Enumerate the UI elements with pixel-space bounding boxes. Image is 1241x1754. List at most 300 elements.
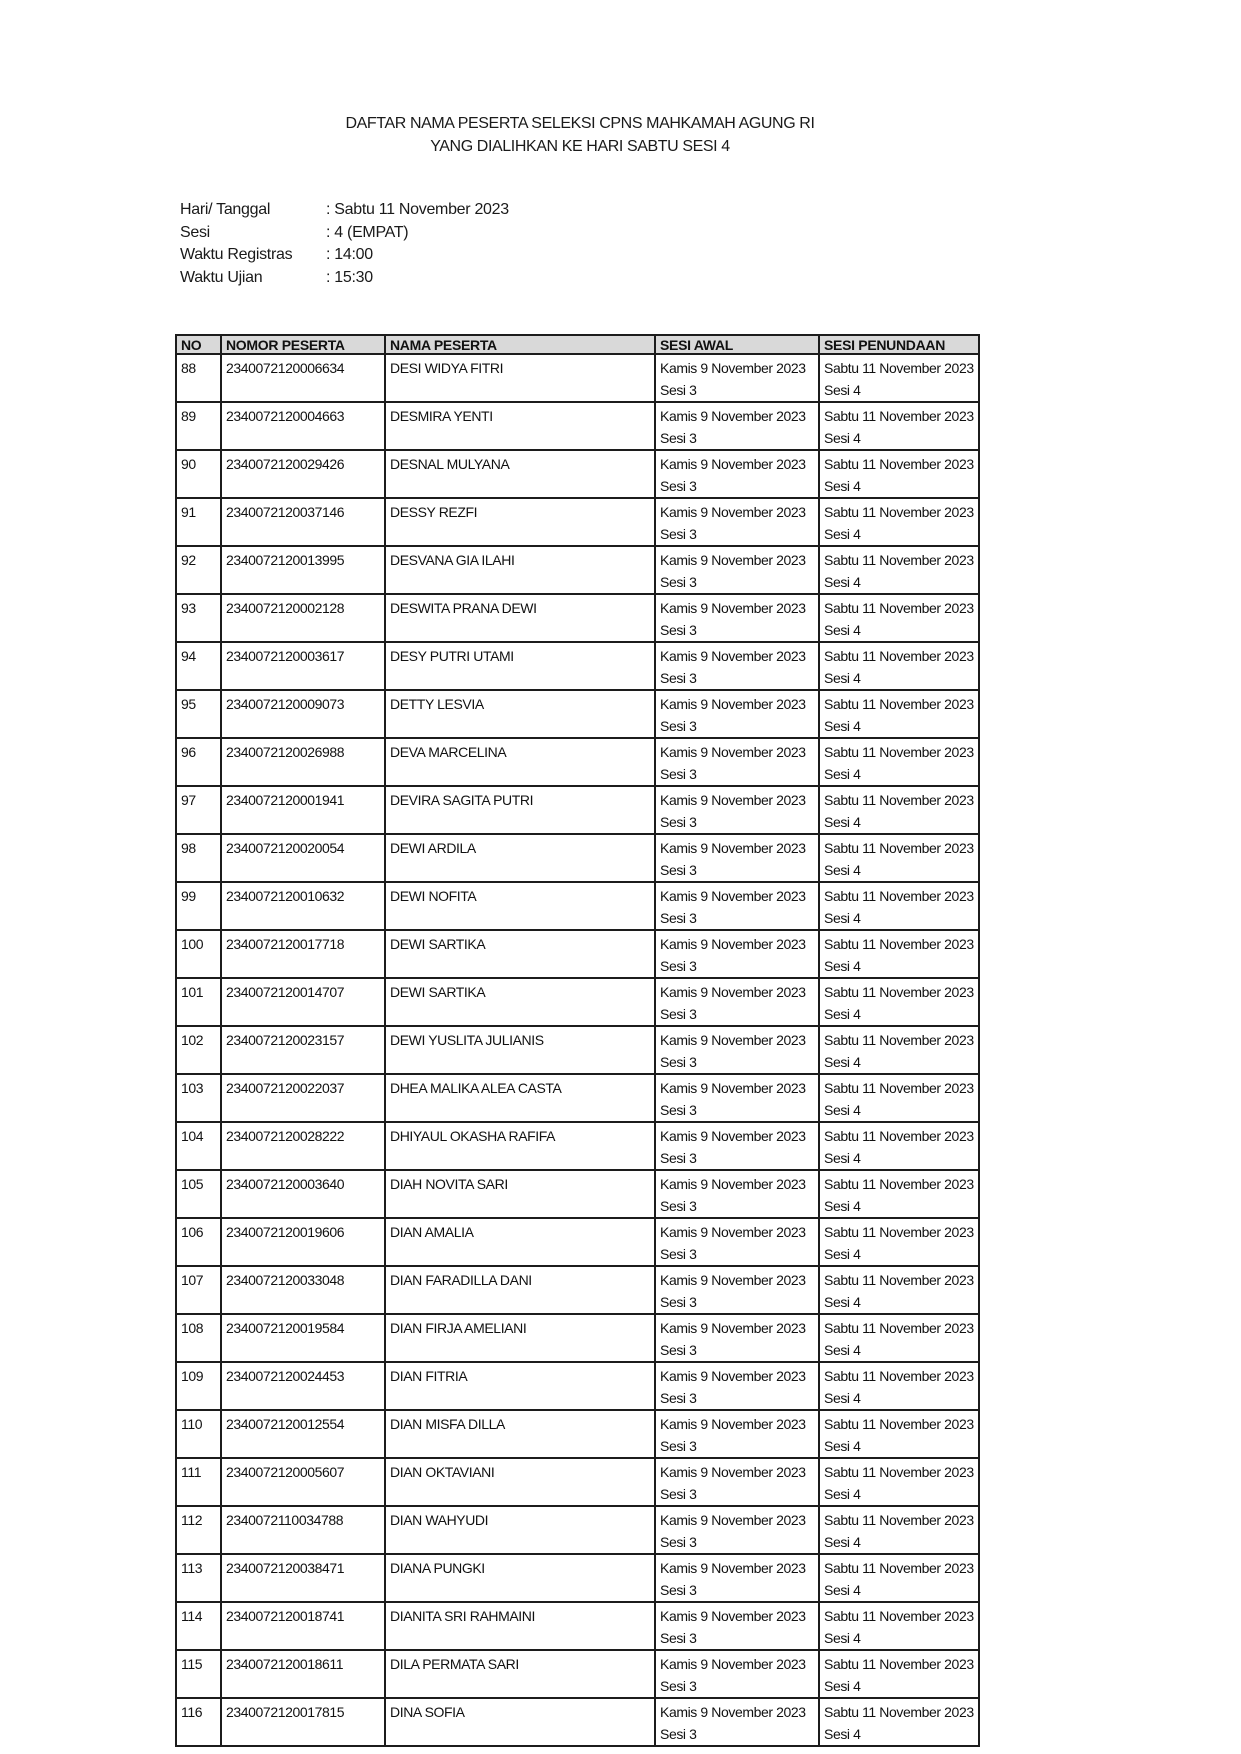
cell-no: 106 [177, 1219, 222, 1267]
cell-nomor-peserta: 2340072120023157 [222, 1027, 386, 1075]
sesi-penundaan-line2: Sesi 4 [824, 1534, 861, 1550]
cell-sesi-awal [656, 1699, 820, 1747]
cell-sesi-penundaan [820, 1027, 980, 1075]
sesi-penundaan-line2: Sesi 4 [824, 1246, 861, 1262]
sesi-awal-line2: Sesi 3 [660, 1486, 697, 1502]
sesi-awal-line2: Sesi 3 [660, 1630, 697, 1646]
sesi-penundaan-line1: Sabtu 11 November 2023 [824, 648, 974, 664]
cell-sesi-awal [656, 1075, 820, 1123]
cell-nama-peserta: DETTY LESVIA [386, 691, 656, 739]
cell-sesi-penundaan [820, 835, 980, 883]
cell-sesi-penundaan [820, 1363, 980, 1411]
cell-no: 89 [177, 403, 222, 451]
sesi-penundaan-line2: Sesi 4 [824, 1006, 861, 1022]
cell-no: 105 [177, 1171, 222, 1219]
sesi-awal-line2: Sesi 3 [660, 1198, 697, 1214]
table-row [177, 451, 980, 499]
sesi-awal-line1: Kamis 9 November 2023 [660, 1368, 806, 1384]
sesi-awal-line1: Kamis 9 November 2023 [660, 552, 806, 568]
sesi-penundaan-line1: Sabtu 11 November 2023 [824, 1032, 974, 1048]
cell-sesi-awal [656, 1459, 820, 1507]
table-row [177, 979, 980, 1027]
table-header-row [177, 336, 980, 355]
cell-nama-peserta: DEVA MARCELINA [386, 739, 656, 787]
table-row [177, 1555, 980, 1603]
cell-nama-peserta: DIAN OKTAVIANI [386, 1459, 656, 1507]
cell-nomor-peserta: 2340072120003640 [222, 1171, 386, 1219]
cell-nomor-peserta: 2340072120004663 [222, 403, 386, 451]
column-header-sesi-awal: SESI AWAL [656, 336, 820, 355]
sesi-penundaan-line2: Sesi 4 [824, 1582, 861, 1598]
sesi-penundaan-line1: Sabtu 11 November 2023 [824, 600, 974, 616]
sesi-awal-line2: Sesi 3 [660, 910, 697, 926]
cell-nama-peserta: DIAN WAHYUDI [386, 1507, 656, 1555]
table-row [177, 1507, 980, 1555]
info-label: Hari/ Tanggal [180, 201, 271, 218]
table-row [177, 1651, 980, 1699]
sesi-awal-line1: Kamis 9 November 2023 [660, 504, 806, 520]
cell-nama-peserta: DESY PUTRI UTAMI [386, 643, 656, 691]
cell-sesi-awal [656, 1315, 820, 1363]
cell-nomor-peserta: 2340072120002128 [222, 595, 386, 643]
sesi-penundaan-line1: Sabtu 11 November 2023 [824, 1320, 974, 1336]
cell-sesi-penundaan [820, 547, 980, 595]
cell-sesi-penundaan [820, 595, 980, 643]
cell-nomor-peserta: 2340072120003617 [222, 643, 386, 691]
cell-nomor-peserta: 2340072120019584 [222, 1315, 386, 1363]
cell-nomor-peserta: 2340072120018611 [222, 1651, 386, 1699]
cell-no: 98 [177, 835, 222, 883]
info-value: : Sabtu 11 November 2023 [326, 201, 509, 218]
cell-no: 116 [177, 1699, 222, 1747]
cell-sesi-penundaan [820, 883, 980, 931]
sesi-awal-line2: Sesi 3 [660, 1534, 697, 1550]
sesi-penundaan-line2: Sesi 4 [824, 1198, 861, 1214]
cell-nama-peserta: DEWI NOFITA [386, 883, 656, 931]
cell-sesi-awal [656, 1219, 820, 1267]
cell-nomor-peserta: 2340072120019606 [222, 1219, 386, 1267]
sesi-awal-line2: Sesi 3 [660, 574, 697, 590]
cell-nama-peserta: DIANITA SRI RAHMAINI [386, 1603, 656, 1651]
sesi-awal-line2: Sesi 3 [660, 1438, 697, 1454]
table-row [177, 355, 980, 403]
sesi-awal-line1: Kamis 9 November 2023 [660, 1656, 806, 1672]
cell-nama-peserta: DHEA MALIKA ALEA CASTA [386, 1075, 656, 1123]
info-label: Waktu Registras [180, 246, 293, 264]
cell-no: 95 [177, 691, 222, 739]
cell-sesi-awal [656, 787, 820, 835]
cell-no: 92 [177, 547, 222, 595]
cell-nama-peserta: DESMIRA YENTI [386, 403, 656, 451]
sesi-penundaan-line1: Sabtu 11 November 2023 [824, 360, 974, 376]
cell-no: 103 [177, 1075, 222, 1123]
column-header-sesi-penundaan: SESI PENUNDAAN [820, 336, 980, 355]
cell-sesi-penundaan [820, 1267, 980, 1315]
sesi-penundaan-line1: Sabtu 11 November 2023 [824, 456, 974, 472]
cell-sesi-penundaan [820, 355, 980, 403]
table-row [177, 739, 980, 787]
sesi-penundaan-line1: Sabtu 11 November 2023 [824, 1368, 974, 1384]
sesi-penundaan-line2: Sesi 4 [824, 1726, 861, 1742]
sesi-awal-line1: Kamis 9 November 2023 [660, 792, 806, 808]
sesi-awal-line2: Sesi 3 [660, 478, 697, 494]
cell-sesi-penundaan [820, 1507, 980, 1555]
cell-sesi-penundaan [820, 1459, 980, 1507]
cell-sesi-penundaan [820, 739, 980, 787]
cell-sesi-awal [656, 547, 820, 595]
cell-sesi-awal [656, 595, 820, 643]
cell-no: 96 [177, 739, 222, 787]
sesi-awal-line1: Kamis 9 November 2023 [660, 984, 806, 1000]
cell-sesi-penundaan [820, 787, 980, 835]
table-row [177, 499, 980, 547]
sesi-penundaan-line2: Sesi 4 [824, 1294, 861, 1310]
sesi-penundaan-line1: Sabtu 11 November 2023 [824, 1224, 974, 1240]
document-title-line2: YANG DIALIHKAN KE HARI SABTU SESI 4 [430, 138, 730, 155]
cell-sesi-awal [656, 691, 820, 739]
table-row [177, 787, 980, 835]
cell-no: 99 [177, 883, 222, 931]
cell-nama-peserta: DEVIRA SAGITA PUTRI [386, 787, 656, 835]
cell-sesi-awal [656, 403, 820, 451]
cell-nomor-peserta: 2340072120020054 [222, 835, 386, 883]
cell-no: 108 [177, 1315, 222, 1363]
cell-no: 111 [177, 1459, 222, 1507]
cell-nomor-peserta: 2340072120022037 [222, 1075, 386, 1123]
sesi-awal-line2: Sesi 3 [660, 1246, 697, 1262]
cell-nomor-peserta: 2340072120001941 [222, 787, 386, 835]
sesi-awal-line2: Sesi 3 [660, 526, 697, 542]
cell-sesi-penundaan [820, 1075, 980, 1123]
sesi-penundaan-line2: Sesi 4 [824, 1438, 861, 1454]
sesi-penundaan-line2: Sesi 4 [824, 910, 861, 926]
cell-nama-peserta: DESNAL MULYANA [386, 451, 656, 499]
sesi-penundaan-line2: Sesi 4 [824, 1342, 861, 1358]
sesi-penundaan-line1: Sabtu 11 November 2023 [824, 1176, 974, 1192]
cell-sesi-penundaan [820, 1699, 980, 1747]
table-row [177, 1219, 980, 1267]
column-header-no: NO [177, 336, 222, 355]
cell-nama-peserta: DINA SOFIA [386, 1699, 656, 1747]
sesi-awal-line2: Sesi 3 [660, 1294, 697, 1310]
sesi-awal-line1: Kamis 9 November 2023 [660, 1080, 806, 1096]
sesi-penundaan-line2: Sesi 4 [824, 1678, 861, 1694]
cell-nomor-peserta: 2340072120006634 [222, 355, 386, 403]
cell-sesi-awal [656, 499, 820, 547]
cell-nomor-peserta: 2340072120017815 [222, 1699, 386, 1747]
cell-sesi-penundaan [820, 403, 980, 451]
sesi-awal-line1: Kamis 9 November 2023 [660, 1416, 806, 1432]
sesi-penundaan-line2: Sesi 4 [824, 574, 861, 590]
cell-sesi-penundaan [820, 691, 980, 739]
cell-nomor-peserta: 2340072120010632 [222, 883, 386, 931]
cell-nomor-peserta: 2340072120017718 [222, 931, 386, 979]
cell-nomor-peserta: 2340072120009073 [222, 691, 386, 739]
table-row [177, 1603, 980, 1651]
sesi-penundaan-line1: Sabtu 11 November 2023 [824, 936, 974, 952]
sesi-penundaan-line1: Sabtu 11 November 2023 [824, 1416, 974, 1432]
sesi-penundaan-line2: Sesi 4 [824, 1390, 861, 1406]
sesi-penundaan-line2: Sesi 4 [824, 766, 861, 782]
cell-nama-peserta: DEWI SARTIKA [386, 931, 656, 979]
cell-nama-peserta: DESI WIDYA FITRI [386, 355, 656, 403]
info-row-sesi [180, 222, 740, 245]
cell-sesi-awal [656, 1123, 820, 1171]
cell-nomor-peserta: 2340072120037146 [222, 499, 386, 547]
sesi-awal-line2: Sesi 3 [660, 766, 697, 782]
cell-sesi-penundaan [820, 1651, 980, 1699]
table-row [177, 1075, 980, 1123]
cell-nama-peserta: DIAN MISFA DILLA [386, 1411, 656, 1459]
info-value: : 14:00 [326, 246, 373, 264]
schedule-info-block [180, 199, 740, 290]
column-header-nama-peserta: NAMA PESERTA [386, 336, 656, 355]
cell-sesi-awal [656, 643, 820, 691]
sesi-awal-line1: Kamis 9 November 2023 [660, 1032, 806, 1048]
cell-no: 112 [177, 1507, 222, 1555]
sesi-awal-line1: Kamis 9 November 2023 [660, 600, 806, 616]
document-title-line1: DAFTAR NAMA PESERTA SELEKSI CPNS MAHKAMAH AGUNG RI [345, 115, 815, 132]
sesi-penundaan-line2: Sesi 4 [824, 1054, 861, 1070]
cell-nama-peserta: DEWI ARDILA [386, 835, 656, 883]
sesi-penundaan-line2: Sesi 4 [824, 670, 861, 686]
sesi-penundaan-line2: Sesi 4 [824, 526, 861, 542]
cell-no: 113 [177, 1555, 222, 1603]
cell-sesi-awal [656, 883, 820, 931]
sesi-awal-line2: Sesi 3 [660, 382, 697, 398]
cell-nomor-peserta: 2340072120026988 [222, 739, 386, 787]
sesi-awal-line1: Kamis 9 November 2023 [660, 360, 806, 376]
sesi-awal-line1: Kamis 9 November 2023 [660, 888, 806, 904]
cell-nama-peserta: DESVANA GIA ILAHI [386, 547, 656, 595]
sesi-penundaan-line2: Sesi 4 [824, 1630, 861, 1646]
sesi-penundaan-line1: Sabtu 11 November 2023 [824, 408, 974, 424]
sesi-awal-line1: Kamis 9 November 2023 [660, 744, 806, 760]
cell-nama-peserta: DIAN FARADILLA DANI [386, 1267, 656, 1315]
sesi-penundaan-line2: Sesi 4 [824, 1150, 861, 1166]
sesi-penundaan-line1: Sabtu 11 November 2023 [824, 1560, 974, 1576]
cell-sesi-penundaan [820, 499, 980, 547]
sesi-awal-line1: Kamis 9 November 2023 [660, 1272, 806, 1288]
sesi-awal-line2: Sesi 3 [660, 1054, 697, 1070]
sesi-awal-line2: Sesi 3 [660, 1006, 697, 1022]
cell-no: 97 [177, 787, 222, 835]
cell-no: 107 [177, 1267, 222, 1315]
cell-sesi-awal [656, 1507, 820, 1555]
cell-nama-peserta: DESSY REZFI [386, 499, 656, 547]
cell-nama-peserta: DHIYAUL OKASHA RAFIFA [386, 1123, 656, 1171]
sesi-penundaan-line1: Sabtu 11 November 2023 [824, 984, 974, 1000]
cell-no: 93 [177, 595, 222, 643]
participants-tbody [177, 355, 980, 1747]
info-label: Waktu Ujian [180, 269, 263, 287]
sesi-awal-line1: Kamis 9 November 2023 [660, 1704, 806, 1720]
cell-sesi-awal [656, 835, 820, 883]
sesi-penundaan-line2: Sesi 4 [824, 622, 861, 638]
sesi-awal-line1: Kamis 9 November 2023 [660, 1224, 806, 1240]
cell-sesi-awal [656, 1171, 820, 1219]
table-row [177, 547, 980, 595]
sesi-awal-line2: Sesi 3 [660, 1342, 697, 1358]
table-row [177, 835, 980, 883]
cell-nomor-peserta: 2340072120029426 [222, 451, 386, 499]
sesi-awal-line2: Sesi 3 [660, 622, 697, 638]
sesi-penundaan-line2: Sesi 4 [824, 430, 861, 446]
sesi-awal-line1: Kamis 9 November 2023 [660, 1560, 806, 1576]
table-row [177, 643, 980, 691]
info-value: : 4 (EMPAT) [326, 223, 409, 241]
sesi-penundaan-line1: Sabtu 11 November 2023 [824, 696, 974, 712]
sesi-penundaan-line2: Sesi 4 [824, 718, 861, 734]
cell-nomor-peserta: 2340072120014707 [222, 979, 386, 1027]
cell-nomor-peserta: 2340072120038471 [222, 1555, 386, 1603]
cell-nomor-peserta: 2340072120012554 [222, 1411, 386, 1459]
sesi-awal-line2: Sesi 3 [660, 862, 697, 878]
cell-no: 109 [177, 1363, 222, 1411]
sesi-penundaan-line2: Sesi 4 [824, 478, 861, 494]
cell-no: 110 [177, 1411, 222, 1459]
cell-no: 94 [177, 643, 222, 691]
cell-sesi-penundaan [820, 643, 980, 691]
table-row [177, 1171, 980, 1219]
cell-nomor-peserta: 2340072120013995 [222, 547, 386, 595]
sesi-penundaan-line1: Sabtu 11 November 2023 [824, 552, 974, 568]
sesi-awal-line1: Kamis 9 November 2023 [660, 936, 806, 952]
sesi-awal-line1: Kamis 9 November 2023 [660, 696, 806, 712]
table-row [177, 1363, 980, 1411]
sesi-penundaan-line1: Sabtu 11 November 2023 [824, 1656, 974, 1672]
cell-nomor-peserta: 2340072120028222 [222, 1123, 386, 1171]
cell-nama-peserta: DIAH NOVITA SARI [386, 1171, 656, 1219]
table-row [177, 1459, 980, 1507]
info-label: Sesi [180, 223, 210, 241]
cell-sesi-awal [656, 1267, 820, 1315]
sesi-penundaan-line1: Sabtu 11 November 2023 [824, 1512, 974, 1528]
cell-sesi-penundaan [820, 1603, 980, 1651]
sesi-awal-line2: Sesi 3 [660, 1102, 697, 1118]
cell-sesi-awal [656, 739, 820, 787]
sesi-awal-line2: Sesi 3 [660, 1390, 697, 1406]
cell-sesi-penundaan [820, 451, 980, 499]
cell-no: 90 [177, 451, 222, 499]
sesi-awal-line2: Sesi 3 [660, 718, 697, 734]
cell-sesi-awal [656, 1411, 820, 1459]
cell-sesi-awal [656, 1027, 820, 1075]
cell-sesi-awal [656, 1651, 820, 1699]
sesi-awal-line1: Kamis 9 November 2023 [660, 456, 806, 472]
cell-no: 102 [177, 1027, 222, 1075]
cell-nomor-peserta: 2340072120005607 [222, 1459, 386, 1507]
sesi-awal-line1: Kamis 9 November 2023 [660, 408, 806, 424]
cell-sesi-penundaan [820, 1555, 980, 1603]
table-row [177, 1699, 980, 1747]
cell-sesi-penundaan [820, 979, 980, 1027]
cell-sesi-penundaan [820, 931, 980, 979]
sesi-awal-line1: Kamis 9 November 2023 [660, 1320, 806, 1336]
cell-nama-peserta: DEWI SARTIKA [386, 979, 656, 1027]
participants-table [175, 334, 980, 1747]
sesi-awal-line2: Sesi 3 [660, 814, 697, 830]
table-row [177, 883, 980, 931]
cell-no: 100 [177, 931, 222, 979]
cell-no: 115 [177, 1651, 222, 1699]
sesi-penundaan-line1: Sabtu 11 November 2023 [824, 792, 974, 808]
sesi-penundaan-line2: Sesi 4 [824, 382, 861, 398]
sesi-awal-line2: Sesi 3 [660, 670, 697, 686]
cell-nama-peserta: DEWI YUSLITA JULIANIS [386, 1027, 656, 1075]
cell-nama-peserta: DIAN FIRJA AMELIANI [386, 1315, 656, 1363]
cell-nomor-peserta: 2340072120018741 [222, 1603, 386, 1651]
sesi-penundaan-line1: Sabtu 11 November 2023 [824, 1128, 974, 1144]
sesi-awal-line2: Sesi 3 [660, 1150, 697, 1166]
cell-sesi-penundaan [820, 1315, 980, 1363]
sesi-penundaan-line1: Sabtu 11 November 2023 [824, 840, 974, 856]
info-row-waktu-registras [180, 244, 740, 267]
cell-nomor-peserta: 2340072120024453 [222, 1363, 386, 1411]
sesi-awal-line1: Kamis 9 November 2023 [660, 1464, 806, 1480]
sesi-awal-line1: Kamis 9 November 2023 [660, 1608, 806, 1624]
info-row-waktu-ujian [180, 267, 740, 290]
table-row [177, 931, 980, 979]
info-value: : 15:30 [326, 269, 373, 287]
info-row-hari-tanggal [180, 199, 740, 222]
cell-nama-peserta: DIAN AMALIA [386, 1219, 656, 1267]
cell-sesi-penundaan [820, 1219, 980, 1267]
sesi-penundaan-line1: Sabtu 11 November 2023 [824, 1608, 974, 1624]
table-row [177, 1315, 980, 1363]
cell-nama-peserta: DESWITA PRANA DEWI [386, 595, 656, 643]
table-row [177, 1267, 980, 1315]
sesi-awal-line1: Kamis 9 November 2023 [660, 1512, 806, 1528]
cell-sesi-awal [656, 451, 820, 499]
sesi-awal-line2: Sesi 3 [660, 1678, 697, 1694]
sesi-penundaan-line2: Sesi 4 [824, 814, 861, 830]
cell-sesi-penundaan [820, 1123, 980, 1171]
cell-sesi-awal [656, 1603, 820, 1651]
table-row [177, 1027, 980, 1075]
sesi-penundaan-line1: Sabtu 11 November 2023 [824, 504, 974, 520]
cell-no: 101 [177, 979, 222, 1027]
sesi-awal-line2: Sesi 3 [660, 1582, 697, 1598]
cell-sesi-penundaan [820, 1411, 980, 1459]
cell-sesi-awal [656, 931, 820, 979]
table-row [177, 403, 980, 451]
cell-sesi-awal [656, 1555, 820, 1603]
sesi-awal-line1: Kamis 9 November 2023 [660, 1128, 806, 1144]
sesi-awal-line1: Kamis 9 November 2023 [660, 840, 806, 856]
sesi-awal-line1: Kamis 9 November 2023 [660, 1176, 806, 1192]
table-row [177, 1123, 980, 1171]
sesi-penundaan-line1: Sabtu 11 November 2023 [824, 744, 974, 760]
table-row [177, 595, 980, 643]
cell-no: 88 [177, 355, 222, 403]
sesi-penundaan-line1: Sabtu 11 November 2023 [824, 1704, 974, 1720]
cell-no: 114 [177, 1603, 222, 1651]
cell-sesi-awal [656, 1363, 820, 1411]
sesi-awal-line2: Sesi 3 [660, 430, 697, 446]
sesi-penundaan-line1: Sabtu 11 November 2023 [824, 888, 974, 904]
sesi-penundaan-line1: Sabtu 11 November 2023 [824, 1080, 974, 1096]
cell-nomor-peserta: 2340072110034788 [222, 1507, 386, 1555]
document-title [175, 112, 985, 158]
cell-nama-peserta: DILA PERMATA SARI [386, 1651, 656, 1699]
sesi-penundaan-line2: Sesi 4 [824, 1102, 861, 1118]
cell-sesi-penundaan [820, 1171, 980, 1219]
cell-nama-peserta: DIAN FITRIA [386, 1363, 656, 1411]
sesi-penundaan-line2: Sesi 4 [824, 1486, 861, 1502]
cell-no: 104 [177, 1123, 222, 1171]
cell-no: 91 [177, 499, 222, 547]
